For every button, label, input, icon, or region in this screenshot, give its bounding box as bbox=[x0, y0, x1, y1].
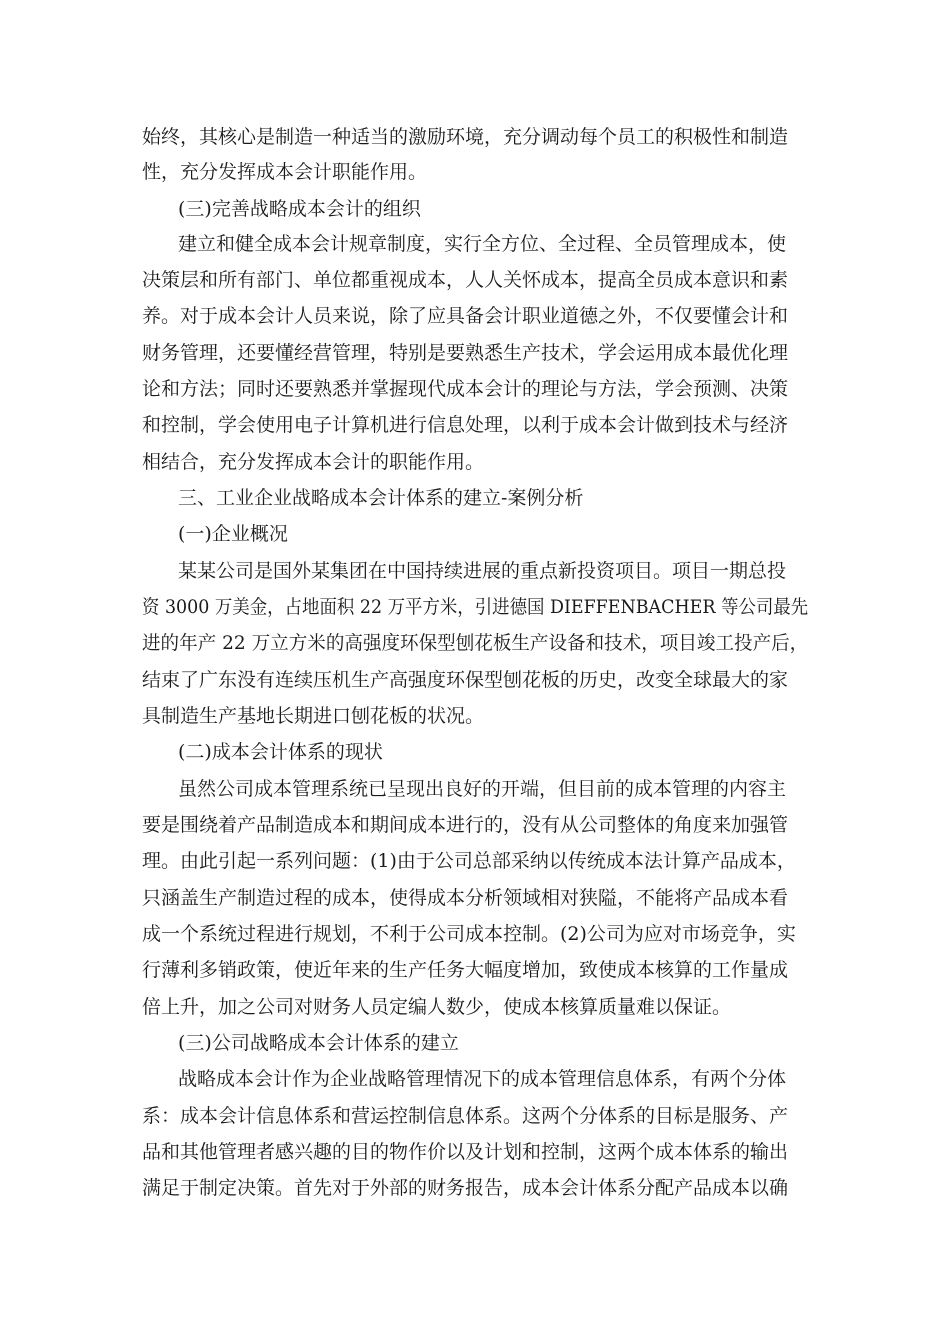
text-line: 论和方法；同时还要熟悉并掌握现代成本会计的理论与方法，学会预测、决策 bbox=[142, 378, 789, 400]
text-line: 品和其他管理者感兴趣的目的物作价以及计划和控制，这两个成本体系的输出 bbox=[142, 1141, 789, 1163]
text-line: 财务管理，还要懂经营管理，特别是要熟悉生产技术，学会运用成本最优化理 bbox=[142, 342, 789, 364]
text-line: 系：成本会计信息体系和营运控制信息体系。这两个分体系的目标是服务、产 bbox=[142, 1105, 789, 1127]
text-line: 倍上升，加之公司对财务人员定编人数少，使成本核算质量难以保证。 bbox=[142, 996, 732, 1018]
text-line: 决策层和所有部门、单位都重视成本，人人关怀成本，提高全员成本意识和素 bbox=[142, 269, 789, 291]
text-line: 养。对于成本会计人员来说，除了应具备会计职业道德之外，不仅要懂会计和 bbox=[142, 305, 789, 327]
text-line: 成一个系统过程进行规划，不利于公司成本控制。(2)公司为应对市场竞争，实 bbox=[142, 923, 796, 945]
section-heading: (三)完善战略成本会计的组织 bbox=[178, 198, 421, 220]
text-line: 要是围绕着产品制造成本和期间成本进行的，没有从公司整体的角度来加强管 bbox=[142, 814, 789, 836]
text-line: 结束了广东没有连续压机生产高强度环保型刨花板的历史，改变全球最大的家 bbox=[142, 669, 789, 691]
text-line: 战略成本会计作为企业战略管理情况下的成本管理信息体系，有两个分体 bbox=[178, 1068, 787, 1090]
text-line: 相结合，充分发挥成本会计的职能作用。 bbox=[142, 451, 485, 473]
text-line: 某某公司是国外某集团在中国持续进展的重点新投资项目。项目一期总投 bbox=[178, 560, 787, 582]
section-heading: 三、工业企业战略成本会计体系的建立-案例分析 bbox=[178, 487, 584, 509]
section-heading: (一)企业概况 bbox=[178, 523, 288, 545]
text-line: 始终，其核心是制造一种适当的激励环境，充分调动每个员工的积极性和制造 bbox=[142, 126, 789, 148]
text-line: 满足于制定决策。首先对于外部的财务报告，成本会计体系分配产品成本以确 bbox=[142, 1177, 789, 1199]
text-line: 行薄利多销政策，使近年来的生产任务大幅度增加，致使成本核算的工作量成 bbox=[142, 959, 789, 981]
text-line: 只涵盖生产制造过程的成本，使得成本分析领域相对狭隘，不能将产品成本看 bbox=[142, 887, 789, 909]
text-line: 资 3000 万美金，占地面积 22 万平方米，引进德国 DIEFFENBACHER 等公司最先 bbox=[142, 596, 809, 618]
text-line: 性，充分发挥成本会计职能作用。 bbox=[142, 161, 428, 183]
text-line: 虽然公司成本管理系统已呈现出良好的开端，但目前的成本管理的内容主 bbox=[178, 778, 787, 800]
text-line: 建立和健全成本会计规章制度，实行全方位、全过程、全员管理成本，使 bbox=[178, 233, 787, 255]
text-line: 理。由此引起一系列问题：(1)由于公司总部采纳以传统成本法计算产品成本， bbox=[142, 850, 796, 872]
text-line: 具制造生产基地长期进口刨花板的状况。 bbox=[142, 705, 485, 727]
text-line: 进的年产 22 万立方米的高强度环保型刨花板生产设备和技术，项目竣工投产后， bbox=[142, 632, 809, 654]
section-heading: (二)成本会计体系的现状 bbox=[178, 741, 383, 763]
text-line: 和控制，学会使用电子计算机进行信息处理，以利于成本会计做到技术与经济 bbox=[142, 414, 789, 436]
section-heading: (三)公司战略成本会计体系的建立 bbox=[178, 1032, 459, 1054]
